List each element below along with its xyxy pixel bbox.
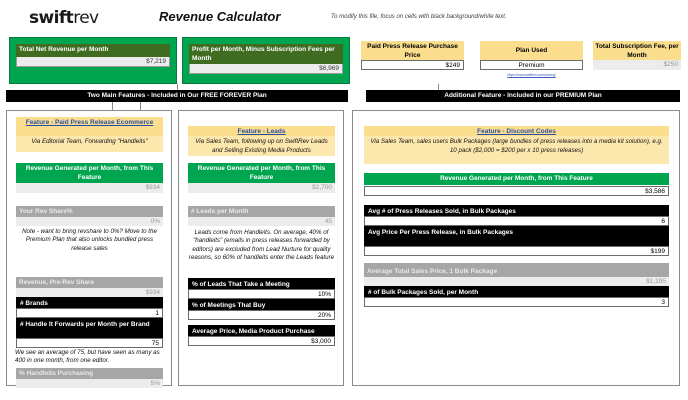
profit-value: $6,969 xyxy=(189,64,343,74)
discount-revenue-label: Revenue Generated per Month, from This Feature xyxy=(364,173,669,185)
total-subscription-fee-value: $250 xyxy=(593,60,681,70)
total-subscription-fee-label: Total Subscription Fee, per Month xyxy=(593,41,681,60)
discount-description: Via Sales Team, sales users Bulk Packages (large bundles of press releases into a media kit solution), e.g. 10 pack ($2,000 = $200 per x 10 press releases) xyxy=(364,136,669,164)
press-release-purchasing-label: % Handleits Purchasing xyxy=(16,368,163,379)
press-release-revenue-label: Revenue Generated per Month, from This Feature xyxy=(16,163,163,183)
logo-light-text: rev xyxy=(73,8,99,28)
logo-bold-text: swift xyxy=(29,8,74,28)
press-release-purchasing-value: 5% xyxy=(16,379,163,388)
leads-count-label: # Leads per Month xyxy=(188,206,335,217)
discount-avg-num-label: Avg # of Press Releases Sold, in Bulk Packages xyxy=(364,205,669,216)
press-release-revenue-value: $934 xyxy=(16,183,163,193)
free-plan-banner: Two Main Features - Included in Our FREE FOREVER Plan xyxy=(6,90,348,102)
discount-avg-price-input[interactable]: $199 xyxy=(364,246,669,256)
leads-feature-title: Feature - Leads xyxy=(188,126,335,136)
profit-label: Profit per Month, Minus Subscription Fees per Month xyxy=(189,44,343,64)
total-net-revenue-card xyxy=(9,37,177,84)
leads-avg-price-input[interactable]: $3,000 xyxy=(188,336,335,346)
press-release-description: Via Editorial Team, Forwarding "Handleits" xyxy=(16,136,163,152)
press-release-handleits-input[interactable]: 75 xyxy=(16,338,163,348)
press-release-handleits-note: We see an average of 75, but have seen as many as 400 in one month, from one editor. xyxy=(15,349,160,365)
discount-avg-price-label: Avg Price Per Press Release, in Bulk Packages xyxy=(364,226,669,246)
plan-used-label: Plan Used xyxy=(480,41,583,60)
leads-note: Leads come from Handleits. On average, 40% of "handleits" (emails in press releases forwarded by editors) are excluded from Lead Nurture for quality reasons, so 60% of handleits enter the Leads feature xyxy=(188,229,335,261)
press-release-pre-rev-value: $934 xyxy=(16,288,163,297)
page-header xyxy=(0,0,688,34)
press-release-pre-rev-label: Revenue, Pre-Rev Share xyxy=(16,277,163,288)
press-release-rev-share-note: Note - want to bring revshare to 0%? Move to the Premium Plan that also unlocks bundled press release sales xyxy=(22,228,157,252)
paid-press-release-price-label: Paid Press Release Purchase Price xyxy=(361,41,464,60)
press-release-handleits-label: # Handle It Forwards per Month per Brand xyxy=(16,318,163,338)
leads-description: Via Sales Team, following up on SwiftRev Leads and Selling Existing Media Products xyxy=(188,136,335,156)
leads-revenue-label: Revenue Generated per Month, from This Feature xyxy=(188,163,335,183)
leads-count-value: 45 xyxy=(188,217,335,226)
leads-avg-price-label: Average Price, Media Product Purchase xyxy=(188,325,335,336)
pricing-link[interactable]: https://www.swiftrev.com/pricing/ xyxy=(507,73,556,77)
discount-revenue-value: $3,586 xyxy=(364,186,669,196)
plan-used-input[interactable]: Premium xyxy=(480,60,583,70)
profit-card xyxy=(182,37,350,84)
leads-meeting-label: % of Leads That Take a Meeting xyxy=(188,278,335,289)
discount-total-sales-label: Average Total Sales Price, 1 Bulk Package xyxy=(364,263,669,277)
leads-meeting-input[interactable]: 10% xyxy=(188,289,335,299)
instruction-text: To modify this file, focus on cells with black background/white text. xyxy=(331,14,507,20)
press-release-brands-input[interactable]: 1 xyxy=(16,308,163,318)
premium-plan-banner: Additional Feature - Included in our PREMIUM Plan xyxy=(366,90,680,102)
press-release-rev-share-label: Your Rev Share% xyxy=(16,206,163,217)
page-title: Revenue Calculator xyxy=(159,9,281,24)
discount-packages-sold-input[interactable]: 3 xyxy=(364,297,669,307)
swiftrev-logo xyxy=(29,8,99,28)
discount-total-sales-value: $1,195 xyxy=(364,277,669,286)
paid-press-release-price-input[interactable]: $249 xyxy=(361,60,464,70)
leads-revenue-value: $2,700 xyxy=(188,183,335,193)
total-net-revenue-value: $7,219 xyxy=(16,57,170,67)
discount-avg-num-input[interactable]: 6 xyxy=(364,216,669,226)
total-net-revenue-label: Total Net Revenue per Month xyxy=(16,44,170,57)
discount-feature-title: Feature - Discount Codes xyxy=(364,126,669,136)
press-release-rev-share-value: 0% xyxy=(16,217,163,226)
discount-packages-sold-label: # of Bulk Packages Sold, per Month xyxy=(364,286,669,297)
leads-buy-input[interactable]: 20% xyxy=(188,310,335,320)
press-release-brands-label: # Brands xyxy=(16,297,163,308)
leads-buy-label: % of Meetings That Buy xyxy=(188,299,335,310)
press-release-feature-title: Feature - Paid Press Release Ecommerce xyxy=(16,117,163,136)
